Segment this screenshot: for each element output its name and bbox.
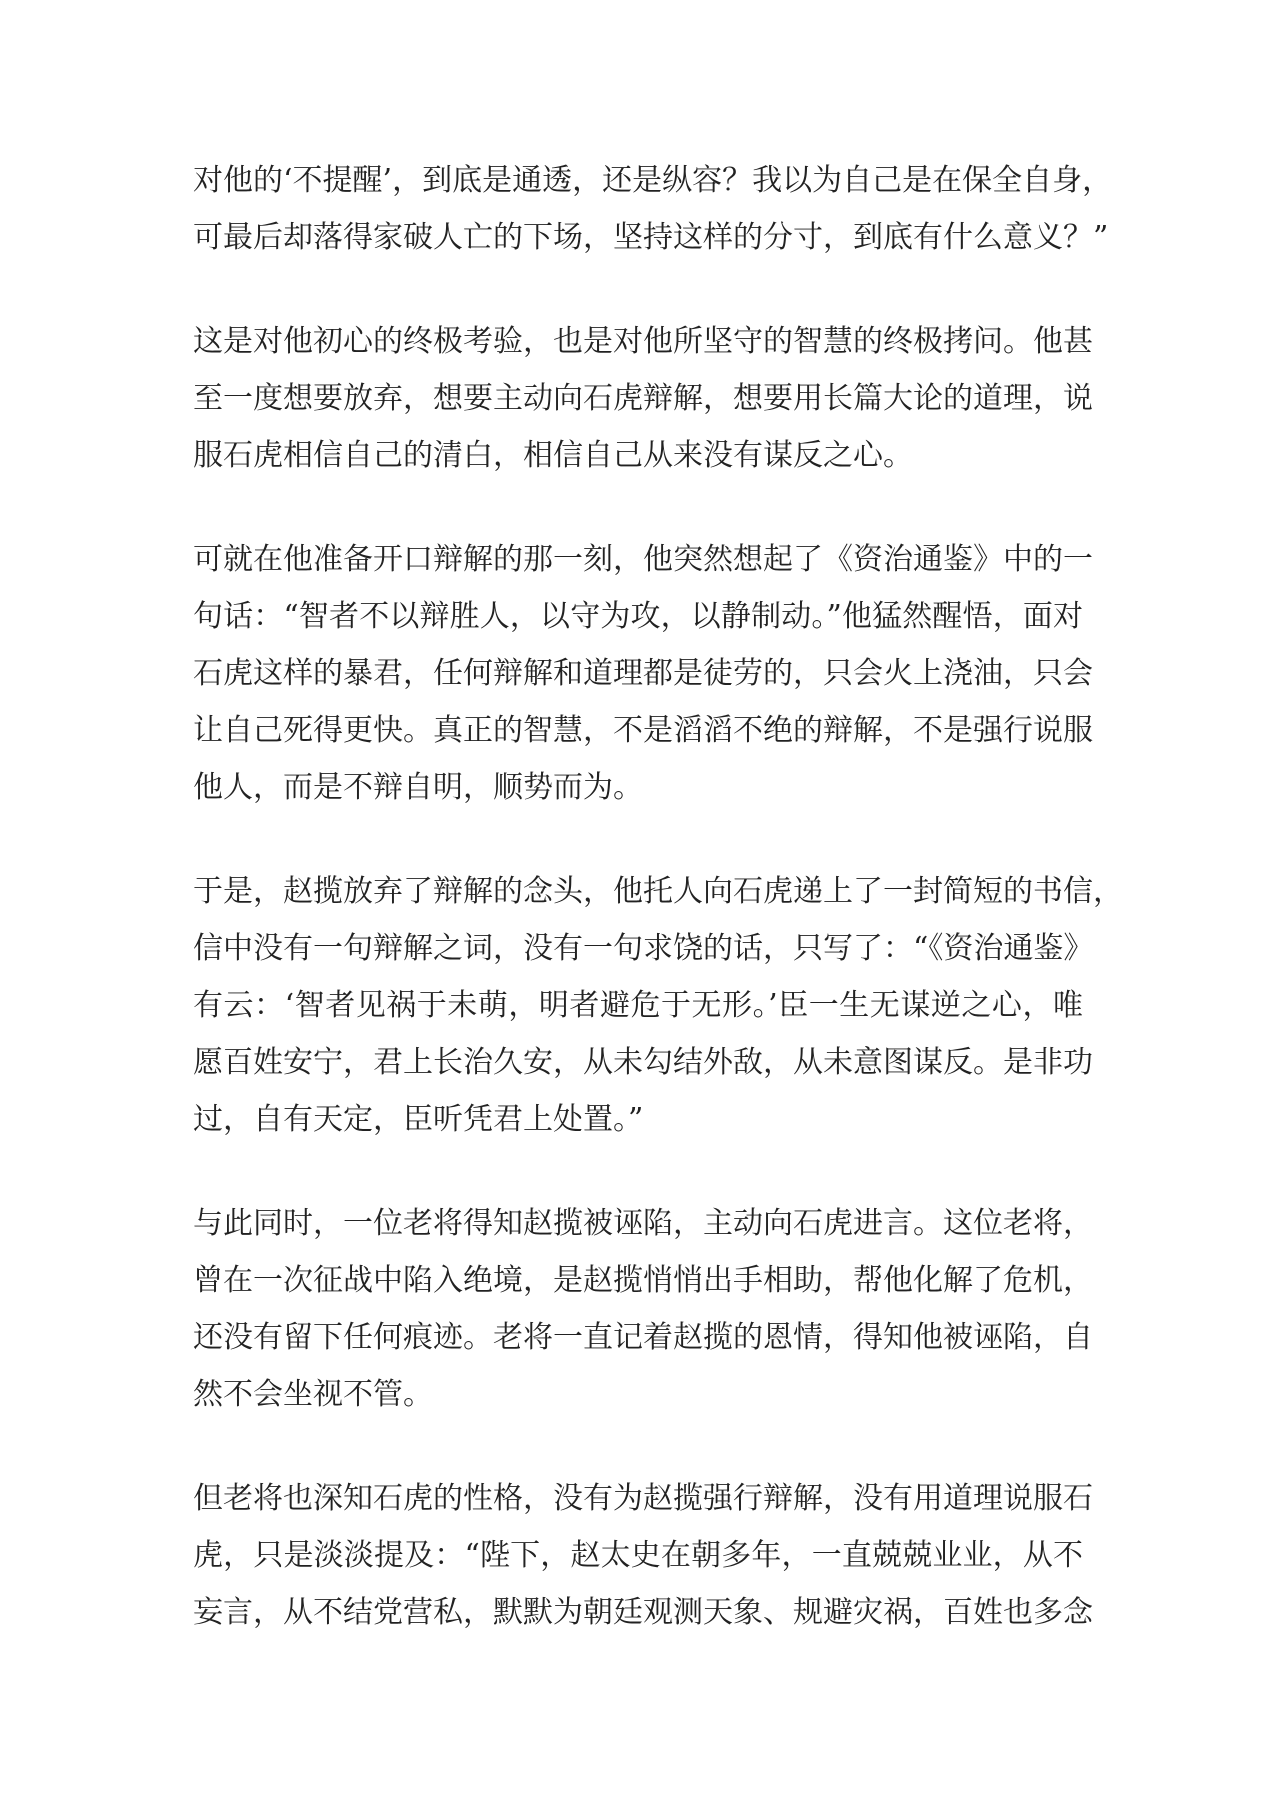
text-line: 然不会坐视不管。 (193, 1377, 433, 1412)
text-line: 曾在一次征战中陷入绝境，是赵揽悄悄出手相助，帮他化解了危机， (193, 1263, 1093, 1298)
text-line: 服石虎相信自己的清白，相信自己从来没有谋反之心。 (193, 438, 913, 473)
text-line: 至一度想要放弃，想要主动向石虎辩解，想要用长篇大论的道理，说 (193, 381, 1093, 416)
text-line: 可最后却落得家破人亡的下场，坚持这样的分寸，到底有什么意义？” (193, 220, 1109, 255)
text-line: 与此同时，一位老将得知赵揽被诬陷，主动向石虎进言。这位老将， (193, 1206, 1093, 1241)
paragraph (193, 1195, 1093, 1423)
paragraph (193, 152, 1113, 266)
text-line: 有云：‘智者见祸于未萌，明者避危于无形。’臣一生无谋逆之心，唯 (193, 988, 1083, 1023)
text-line: 让自己死得更快。真正的智慧，不是滔滔不绝的辩解，不是强行说服 (193, 713, 1093, 748)
document-body (193, 152, 1123, 1688)
text-line: 这是对他初心的终极考验，也是对他所坚守的智慧的终极拷问。他甚 (193, 324, 1093, 359)
text-line: 愿百姓安宁，君上长治久安，从未勾结外敌，从未意图谋反。是非功 (193, 1045, 1093, 1080)
paragraph (193, 313, 1093, 484)
text-line: 但老将也深知石虎的性格，没有为赵揽强行辩解，没有用道理说服石 (193, 1481, 1093, 1516)
text-line: 可就在他准备开口辩解的那一刻，他突然想起了《资治通鉴》中的一 (193, 542, 1093, 577)
text-line: 句话：“智者不以辩胜人，以守为攻，以静制动。”他猛然醒悟，面对 (193, 599, 1083, 634)
text-line: 妄言，从不结党营私，默默为朝廷观测天象、规避灾祸，百姓也多念 (193, 1595, 1093, 1630)
paragraph (193, 1470, 1093, 1641)
text-line: 于是，赵揽放弃了辩解的念头，他托人向石虎递上了一封简短的书信， (193, 874, 1123, 909)
text-line: 他人，而是不辩自明，顺势而为。 (193, 770, 643, 805)
text-line: 虎，只是淡淡提及：“陛下，赵太史在朝多年，一直兢兢业业，从不 (193, 1538, 1083, 1573)
text-line: 石虎这样的暴君，任何辩解和道理都是徒劳的，只会火上浇油，只会 (193, 656, 1093, 691)
paragraph (193, 863, 1123, 1148)
text-line: 对他的‘不提醒’，到底是通透，还是纵容？我以为自己是在保全自身， (193, 163, 1113, 198)
text-line: 还没有留下任何痕迹。老将一直记着赵揽的恩情，得知他被诬陷，自 (193, 1320, 1093, 1355)
text-line: 过，自有天定，臣听凭君上处置。” (193, 1102, 644, 1137)
text-line: 信中没有一句辩解之词，没有一句求饶的话，只写了：“《资治通鉴》 (193, 931, 1094, 966)
paragraph (193, 531, 1093, 816)
